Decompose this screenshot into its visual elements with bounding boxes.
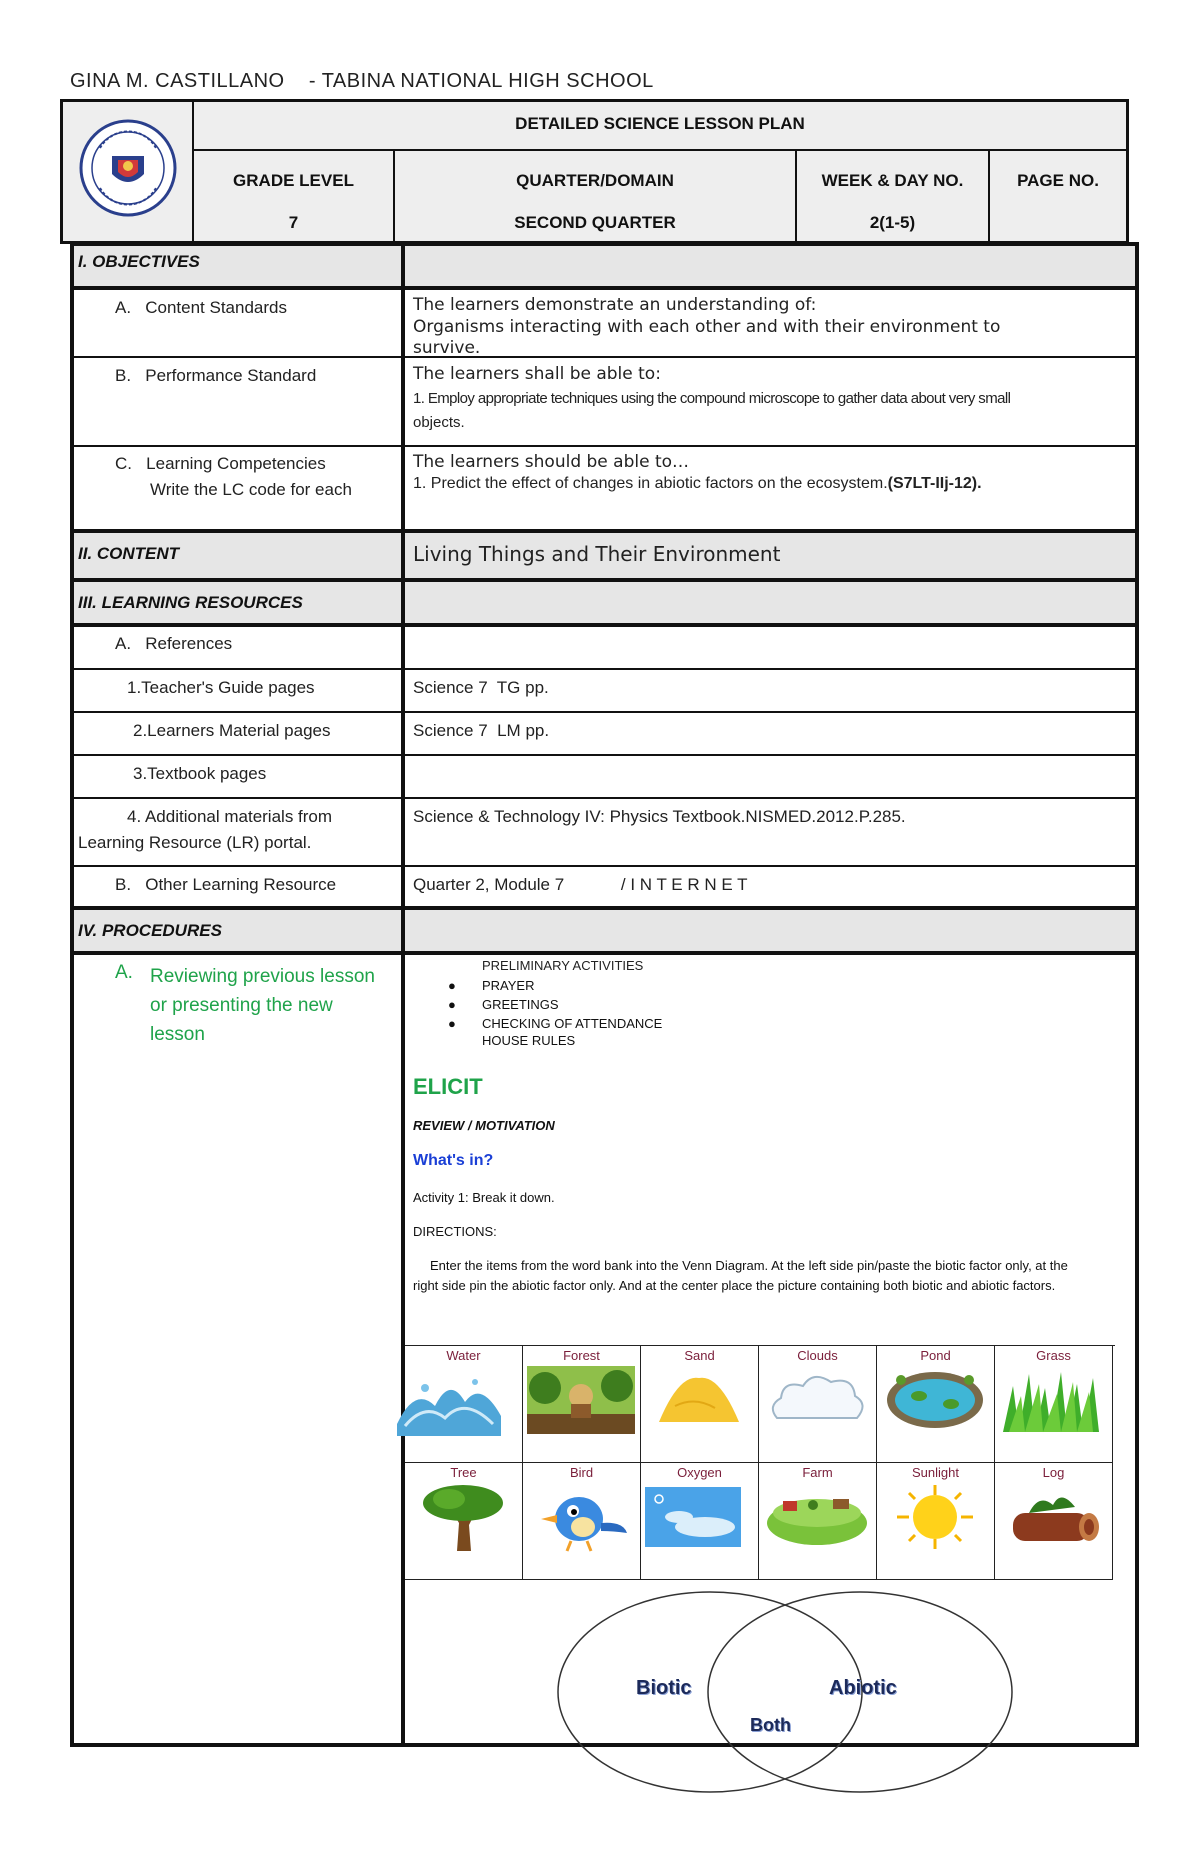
- elicit-heading: ELICIT: [413, 1074, 483, 1099]
- references-label: A. References: [115, 634, 233, 653]
- additional-label-1: 4. Additional materials from: [127, 807, 333, 826]
- word-card-tree[interactable]: Tree: [405, 1463, 523, 1580]
- venn-both-label: Both: [750, 1715, 791, 1735]
- activity-title: Activity 1: Break it down.: [413, 1190, 555, 1205]
- textbook-label: 3.Textbook pages: [133, 764, 267, 783]
- word-card-bird[interactable]: Bird: [523, 1463, 641, 1580]
- objectives-heading: I. OBJECTIVES: [78, 252, 200, 271]
- word-card-grass[interactable]: Grass: [995, 1346, 1113, 1463]
- farm-icon: [763, 1483, 871, 1551]
- content-standards-line1: The learners demonstrate an understanding of:: [413, 295, 817, 315]
- word-card-forest[interactable]: Forest: [523, 1346, 641, 1463]
- sun-icon: [881, 1483, 989, 1551]
- performance-standard-label: B. Performance Standard: [115, 366, 317, 385]
- week-day-label: WEEK & DAY NO.: [821, 171, 964, 190]
- directions-line1: Enter the items from the word bank into the Venn Diagram. At the left side pin/paste the biotic factor only, at the: [430, 1258, 1068, 1273]
- word-card-sand[interactable]: Sand: [641, 1346, 759, 1463]
- tg-label: 1.Teacher's Guide pages: [127, 678, 315, 697]
- performance-line1: The learners shall be able to:: [413, 364, 661, 384]
- competencies-text: 1. Predict the effect of changes in abiotic factors on the ecosystem.: [413, 475, 888, 492]
- quarter-label: QUARTER/DOMAIN: [516, 171, 674, 190]
- author-line: GINA M. CASTILLANO - TABINA NATIONAL HIGH SCHOOL: [70, 70, 654, 92]
- word-card-oxygen[interactable]: Oxygen: [641, 1463, 759, 1580]
- venn-circles: [530, 1585, 1030, 1795]
- content-standards-line3: survive.: [413, 338, 481, 358]
- quarter-cell: [395, 151, 797, 241]
- review-motivation: REVIEW / MOTIVATION: [413, 1118, 555, 1133]
- week-day-cell: [797, 151, 990, 241]
- oxygen-sky-icon: [645, 1483, 753, 1551]
- water-splash-icon: [395, 1366, 503, 1438]
- lm-label: 2.Learners Material pages: [133, 721, 331, 740]
- content-value: Living Things and Their Environment: [413, 542, 781, 566]
- step-a-line2: or presenting the new: [150, 995, 333, 1016]
- tg-value: Science 7 TG pp.: [413, 678, 549, 697]
- resources-heading: III. LEARNING RESOURCES: [78, 593, 303, 612]
- step-a-title: [150, 962, 375, 1049]
- grade-level-label: GRADE LEVEL: [233, 171, 354, 190]
- competencies-line2: [413, 475, 982, 493]
- quarter-value: SECOND QUARTER: [514, 213, 676, 232]
- other-resource-value: Quarter 2, Module 7 / I N T E R N E T: [413, 875, 748, 894]
- pond-icon: [881, 1366, 989, 1434]
- directions-line2: right side pin the abiotic factor only. And at the center place the picture containing both biotic and abiotic factors.: [413, 1278, 1056, 1293]
- bird-icon: [527, 1483, 635, 1555]
- content-standards-label: A. Content Standards: [115, 298, 287, 317]
- performance-line3: objects.: [413, 414, 465, 431]
- content-standards-line2: Organisms interacting with each other and with their environment to: [413, 317, 1001, 337]
- sand-pile-icon: [645, 1366, 753, 1434]
- word-card-log[interactable]: Log: [995, 1463, 1113, 1580]
- competencies-line1: The learners should be able to…: [413, 452, 690, 472]
- lesson-plan-header: [60, 99, 1129, 244]
- cloud-icon: [763, 1366, 871, 1434]
- grass-icon: [999, 1366, 1107, 1434]
- content-heading: II. CONTENT: [78, 544, 180, 563]
- performance-line2: 1. Employ appropriate techniques using the compound microscope to gather data about very small: [413, 390, 1011, 407]
- venn-abiotic-label: Abiotic: [829, 1677, 897, 1699]
- procedures-heading: IV. PROCEDURES: [78, 921, 222, 940]
- deped-seal-icon: [78, 118, 178, 218]
- preliminary-activities: PRELIMINARY ACTIVITIES: [482, 958, 644, 973]
- lesson-plan-title: DETAILED SCIENCE LESSON PLAN: [194, 102, 1126, 151]
- step-a-line1: Reviewing previous lesson: [150, 966, 375, 987]
- step-a-letter: A.: [115, 962, 133, 983]
- additional-label-2: Learning Resource (LR) portal.: [78, 833, 312, 852]
- additional-value: Science & Technology IV: Physics Textbook.NISMED.2012.P.285.: [413, 807, 906, 826]
- step-a-line3: lesson: [150, 1024, 205, 1045]
- page-no-label: PAGE NO.: [1017, 171, 1099, 190]
- deped-seal-cell: [63, 102, 194, 241]
- whats-in-heading: What's in?: [413, 1152, 494, 1169]
- lm-value: Science 7 LM pp.: [413, 721, 550, 740]
- house-rules: HOUSE RULES: [482, 1033, 576, 1048]
- tree-icon: [409, 1483, 517, 1555]
- preliminary-bullets: [448, 976, 662, 1033]
- word-bank-grid: [405, 1345, 1115, 1578]
- venn-diagram: [530, 1585, 1030, 1800]
- directions-label: DIRECTIONS:: [413, 1224, 497, 1239]
- page-no-cell: [990, 151, 1126, 241]
- learning-competencies-label: C. Learning Competencies: [115, 454, 326, 473]
- log-icon: [999, 1483, 1107, 1551]
- word-card-sunlight[interactable]: Sunlight: [877, 1463, 995, 1580]
- bullet-item: ● CHECKING OF ATTENDANCE: [448, 1016, 663, 1031]
- word-card-clouds[interactable]: Clouds: [759, 1346, 877, 1463]
- week-day-value: 2(1-5): [869, 213, 916, 232]
- bullet-item: ● PRAYER: [448, 978, 535, 993]
- grade-level-value: 7: [288, 213, 299, 232]
- forest-icon: [527, 1366, 635, 1434]
- learning-competencies-sub: Write the LC code for each: [150, 480, 352, 499]
- other-resource-label: B. Other Learning Resource: [115, 875, 337, 894]
- word-card-pond[interactable]: Pond: [877, 1346, 995, 1463]
- word-card-farm[interactable]: Farm: [759, 1463, 877, 1580]
- grade-level-cell: [194, 151, 395, 241]
- word-card-water[interactable]: Water: [405, 1346, 523, 1463]
- venn-biotic-label: Biotic: [636, 1677, 692, 1699]
- competencies-code: (S7LT-IIj-12).: [887, 475, 982, 492]
- bullet-item: ● GREETINGS: [448, 997, 559, 1012]
